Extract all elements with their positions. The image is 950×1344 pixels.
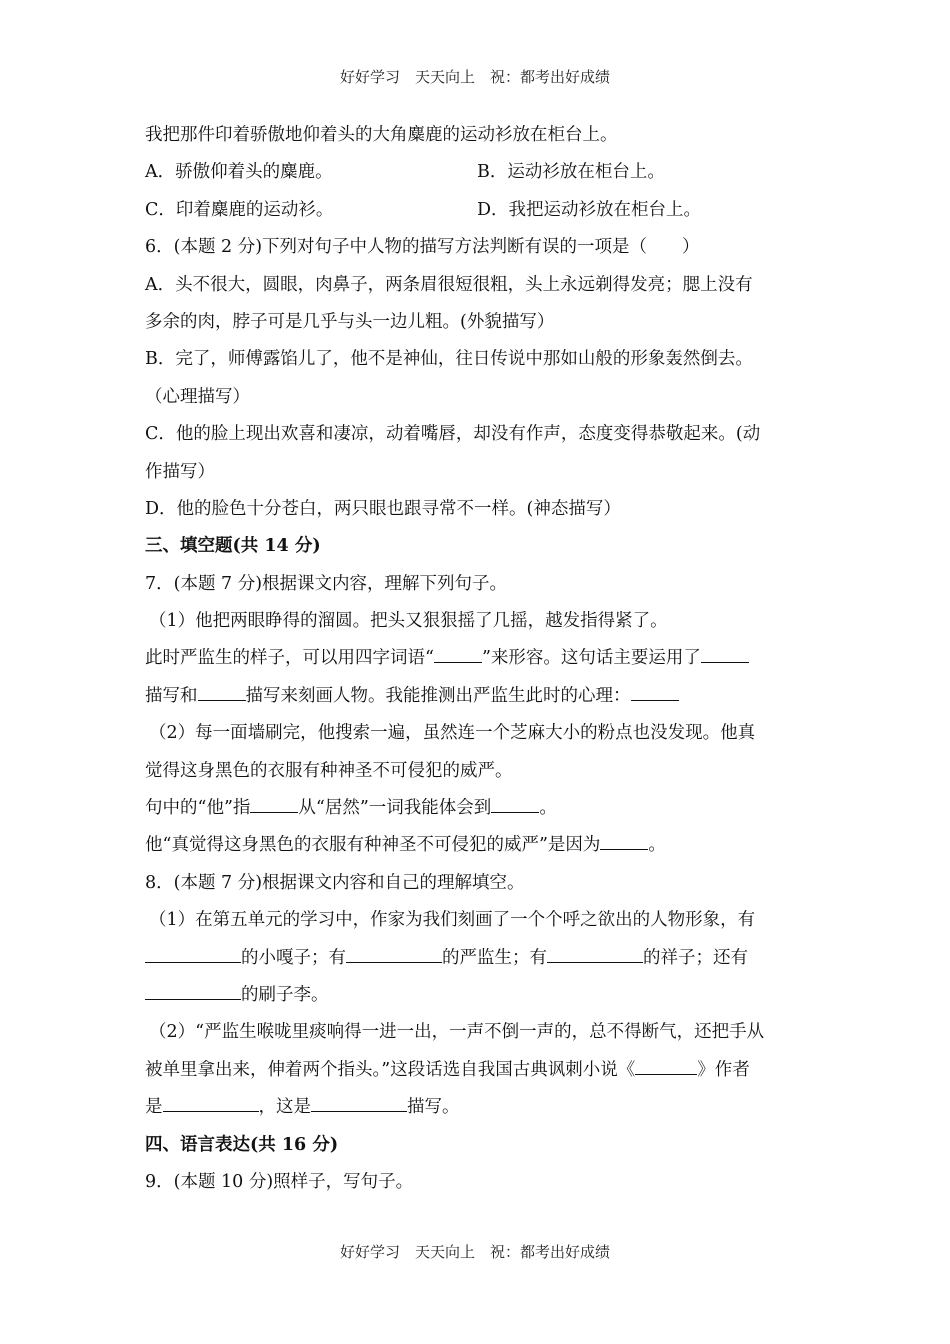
text-segment: 》作者: [697, 1059, 750, 1080]
page-header: 好好学习 天天向上 祝：都考出好成绩: [339, 68, 610, 86]
answer-blank[interactable]: [145, 981, 241, 1000]
text-segment: 描写来刻画人物。我能推测出严监生此时的心理：: [245, 685, 631, 706]
section-3-heading: 三、填空题(共 14 分): [145, 536, 321, 557]
q5-option-d: D．我把运动衫放在柜台上。: [477, 199, 702, 220]
text-segment: 他“真觉得这身黑色的衣服有种神圣不可侵犯的威严”是因为: [145, 835, 601, 856]
q5-sentence: 我把那件印着骄傲地仰着头的大角麋鹿的运动衫放在柜台上。: [145, 125, 618, 145]
text-segment: 。: [539, 798, 557, 819]
section-4-heading: 四、语言表达(共 16 分): [145, 1134, 339, 1155]
q7-stem: 7．(本题 7 分)根据课文内容，理解下列句子。: [145, 573, 508, 594]
q6-option-d: D．他的脸色十分苍白，两只眼也跟寻常不一样。(神态描写）: [145, 498, 621, 519]
q6-option-c-line-2: 作描写）: [145, 461, 215, 482]
text-segment: 的刷子李。: [241, 984, 329, 1005]
text-segment: 是: [145, 1097, 163, 1118]
q8-part1-line-1: （1）在第五单元的学习中，作家为我们刻画了一个个呼之欲出的人物形象，有: [149, 910, 756, 931]
text-segment: 的祥子；还有: [643, 947, 748, 968]
q8-part1-line-2: [145, 940, 810, 977]
q6-option-b-line-2: （心理描写）: [145, 386, 250, 407]
answer-blank[interactable]: [491, 794, 539, 813]
answer-blank[interactable]: [600, 831, 648, 850]
q5-option-c: C．印着麋鹿的运动衫。: [145, 199, 334, 220]
q7-part2-line-3: [145, 790, 810, 827]
text-segment: 的严监生；有: [442, 947, 547, 968]
q5-option-a: A．骄傲仰着头的麋鹿。: [145, 162, 333, 183]
text-segment: 。: [648, 835, 666, 856]
q8-part2-line-3: [145, 1089, 810, 1126]
answer-blank[interactable]: [434, 644, 482, 663]
q6-option-a-line-2: 多余的肉，脖子可是几乎与头一边儿粗。(外貌描写）: [145, 311, 555, 332]
answer-blank[interactable]: [701, 644, 749, 663]
answer-blank[interactable]: [547, 943, 643, 962]
q6-option-b-line-1: B．完了，师傅露馅儿了，他不是神仙，往日传说中那如山般的形象轰然倒去。: [145, 349, 753, 370]
q6-option-c-line-1: C．他的脸上现出欢喜和凄凉，动着嘴唇，却没有作声，态度变得恭敬起来。(动: [145, 424, 761, 445]
answer-blank[interactable]: [635, 1055, 697, 1074]
q9-stem: 9．(本题 10 分)照样子，写句子。: [145, 1171, 414, 1192]
q7-part1-line-2: [145, 678, 810, 715]
answer-blank[interactable]: [311, 1093, 407, 1112]
q7-part1-line-1: [145, 640, 810, 677]
text-segment: 句中的“他”指: [145, 798, 251, 819]
q8-part2-line-2: [145, 1052, 810, 1089]
page-content: [145, 117, 810, 1201]
text-segment: 描写。: [407, 1097, 460, 1118]
answer-blank[interactable]: [163, 1093, 259, 1112]
answer-blank[interactable]: [631, 681, 679, 700]
answer-blank[interactable]: [250, 794, 298, 813]
q7-part2-line-1: （2）每一面墙刷完，他搜索一遍，虽然连一个芝麻大小的粉点也没发现。他真: [149, 723, 756, 744]
q8-part2-line-1: （2）“严监生喉咙里痰响得一进一出，一声不倒一声的，总不得断气，还把手从: [149, 1022, 765, 1043]
q5-options-row-2: [145, 192, 810, 229]
q8-stem: 8．(本题 7 分)根据课文内容和自己的理解填空。: [145, 872, 525, 893]
answer-blank[interactable]: [198, 681, 246, 700]
q6-stem: 6．(本题 2 分)下列对句子中人物的描写方法判断有误的一项是（ ）: [145, 237, 700, 258]
q8-part1-line-3: [145, 977, 810, 1014]
text-segment: ，这是: [258, 1097, 311, 1118]
text-segment: 从“居然”一词我能体会到: [298, 798, 492, 819]
text-segment: 此时严监生的样子，可以用四字词语“: [145, 648, 434, 669]
page-footer: 好好学习 天天向上 祝：都考出好成绩: [339, 1243, 610, 1261]
answer-blank[interactable]: [145, 943, 241, 962]
text-segment: 描写和: [145, 685, 198, 706]
text-segment: 被单里拿出来，伸着两个指头。”这段话选自我国古典讽刺小说《: [145, 1059, 636, 1080]
text-segment: 的小嘎子；有: [241, 947, 346, 968]
q5-option-b: B．运动衫放在柜台上。: [477, 162, 665, 183]
q7-part2-line-2: 觉得这身黑色的衣服有种神圣不可侵犯的威严。: [145, 760, 513, 781]
answer-blank[interactable]: [346, 943, 442, 962]
text-segment: ”来形容。这句话主要运用了: [481, 648, 701, 669]
q6-option-a-line-1: A．头不很大，圆眼，肉鼻子，两条眉很短很粗，头上永远剃得发亮；腮上没有: [145, 274, 753, 295]
q5-options-row-1: [145, 154, 810, 191]
q7-part1-quote: （1）他把两眼睁得的溜圆。把头又狠狠摇了几摇，越发指得紧了。: [149, 611, 668, 632]
q7-part2-line-4: [145, 827, 810, 864]
